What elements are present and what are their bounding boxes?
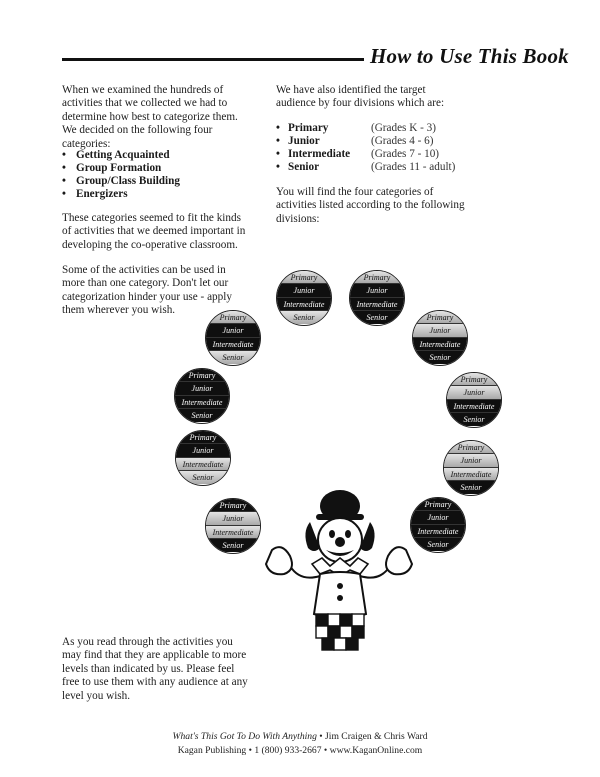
- category-item: • Energizers: [62, 188, 180, 201]
- level-badge: [276, 270, 332, 326]
- badge-level-intermediate: Intermediate: [447, 400, 501, 413]
- level-badge: [412, 310, 468, 366]
- badge-level-intermediate: Intermediate: [444, 468, 498, 481]
- division-grades: (Grades K - 3): [371, 122, 436, 134]
- badge-level-primary: Primary: [277, 271, 331, 284]
- category-item: • Group Formation: [62, 162, 180, 175]
- multi-category-paragraph: Some of the activities can be used in more than one category. Don't let our categorization hinder your use - apply them wherever you wish.: [62, 264, 232, 317]
- level-badge: [443, 440, 499, 496]
- level-badge: [446, 372, 502, 428]
- badge-level-senior: Senior: [444, 481, 498, 494]
- footer-line-2: Kagan Publishing • 1 (800) 933-2667 • www.KaganOnline.com: [177, 745, 423, 756]
- header-rule: [62, 58, 364, 61]
- category-item: • Group/Class Building: [62, 175, 180, 188]
- division-grades: (Grades 7 - 10): [371, 148, 440, 160]
- badge-level-senior: Senior: [413, 351, 467, 364]
- division-name: • Senior: [276, 161, 378, 174]
- badge-level-junior: Junior: [411, 511, 465, 524]
- badge-level-intermediate: Intermediate: [350, 298, 404, 311]
- clown-juggler-illustration: [254, 484, 424, 654]
- category-item: • Getting Acquainted: [62, 149, 180, 162]
- closing-paragraph: As you read through the activities you may find that they are applicable to more levels than indicated by us. Please feel free to use them with any audience at any level you wish.: [62, 636, 248, 702]
- badge-level-junior: Junior: [206, 512, 260, 525]
- badge-level-junior: Junior: [176, 444, 230, 457]
- division-grades: (Grades 4 - 6): [371, 135, 434, 147]
- level-badge: [205, 498, 261, 554]
- badge-level-senior: Senior: [175, 409, 229, 422]
- categories-fit-paragraph: These categories seemed to fit the kinds of activities that we deemed important in developing the co-operative classroom.: [62, 212, 246, 251]
- authors: • Jim Craigen & Chris Ward: [316, 731, 428, 742]
- badge-level-junior: Junior: [206, 324, 260, 337]
- badge-level-junior: Junior: [277, 284, 331, 297]
- level-badge: [175, 430, 231, 486]
- badge-level-junior: Junior: [350, 284, 404, 297]
- intro-paragraph: When we examined the hundreds of activities that we collected we had to determine how best to categorize them. We decided on the following four categories:: [62, 84, 238, 150]
- level-badge: [205, 310, 261, 366]
- badge-level-intermediate: Intermediate: [206, 526, 260, 539]
- badge-level-primary: Primary: [413, 311, 467, 324]
- badge-level-primary: Primary: [411, 498, 465, 511]
- category-list: [62, 149, 180, 201]
- badge-level-junior: Junior: [175, 382, 229, 395]
- badge-level-primary: Primary: [447, 373, 501, 386]
- badge-level-intermediate: Intermediate: [206, 338, 260, 351]
- badge-level-intermediate: Intermediate: [411, 525, 465, 538]
- badge-level-senior: Senior: [350, 311, 404, 324]
- target-audience-paragraph: We have also identified the target audience by four divisions which are:: [276, 84, 445, 110]
- badge-level-junior: Junior: [413, 324, 467, 337]
- badge-level-senior: Senior: [411, 538, 465, 551]
- footer-line-1: [0, 731, 600, 742]
- badge-level-intermediate: Intermediate: [277, 298, 331, 311]
- level-badge: [349, 270, 405, 326]
- division-grades: (Grades 11 - adult): [371, 161, 456, 173]
- badge-level-senior: Senior: [176, 471, 230, 484]
- level-badge: [174, 368, 230, 424]
- badge-level-primary: Primary: [206, 311, 260, 324]
- page-title: How to Use This Book: [370, 44, 569, 68]
- division-name: • Primary: [276, 122, 378, 135]
- division-name: • Junior: [276, 135, 378, 148]
- badge-level-intermediate: Intermediate: [176, 458, 230, 471]
- book-title: What's This Got To Do With Anything: [172, 731, 317, 742]
- badge-level-primary: Primary: [444, 441, 498, 454]
- badge-level-senior: Senior: [206, 539, 260, 552]
- badge-level-primary: Primary: [206, 499, 260, 512]
- badge-level-junior: Junior: [444, 454, 498, 467]
- badge-level-primary: Primary: [175, 369, 229, 382]
- division-name: • Intermediate: [276, 148, 378, 161]
- divisions-paragraph: You will find the four categories of activities listed according to the following divisions:: [276, 186, 465, 225]
- badge-level-junior: Junior: [447, 386, 501, 399]
- badge-level-primary: Primary: [350, 271, 404, 284]
- badge-level-primary: Primary: [176, 431, 230, 444]
- badge-level-senior: Senior: [206, 351, 260, 364]
- badge-level-senior: Senior: [277, 311, 331, 324]
- badge-level-senior: Senior: [447, 413, 501, 426]
- badge-level-intermediate: Intermediate: [175, 396, 229, 409]
- badge-level-intermediate: Intermediate: [413, 338, 467, 351]
